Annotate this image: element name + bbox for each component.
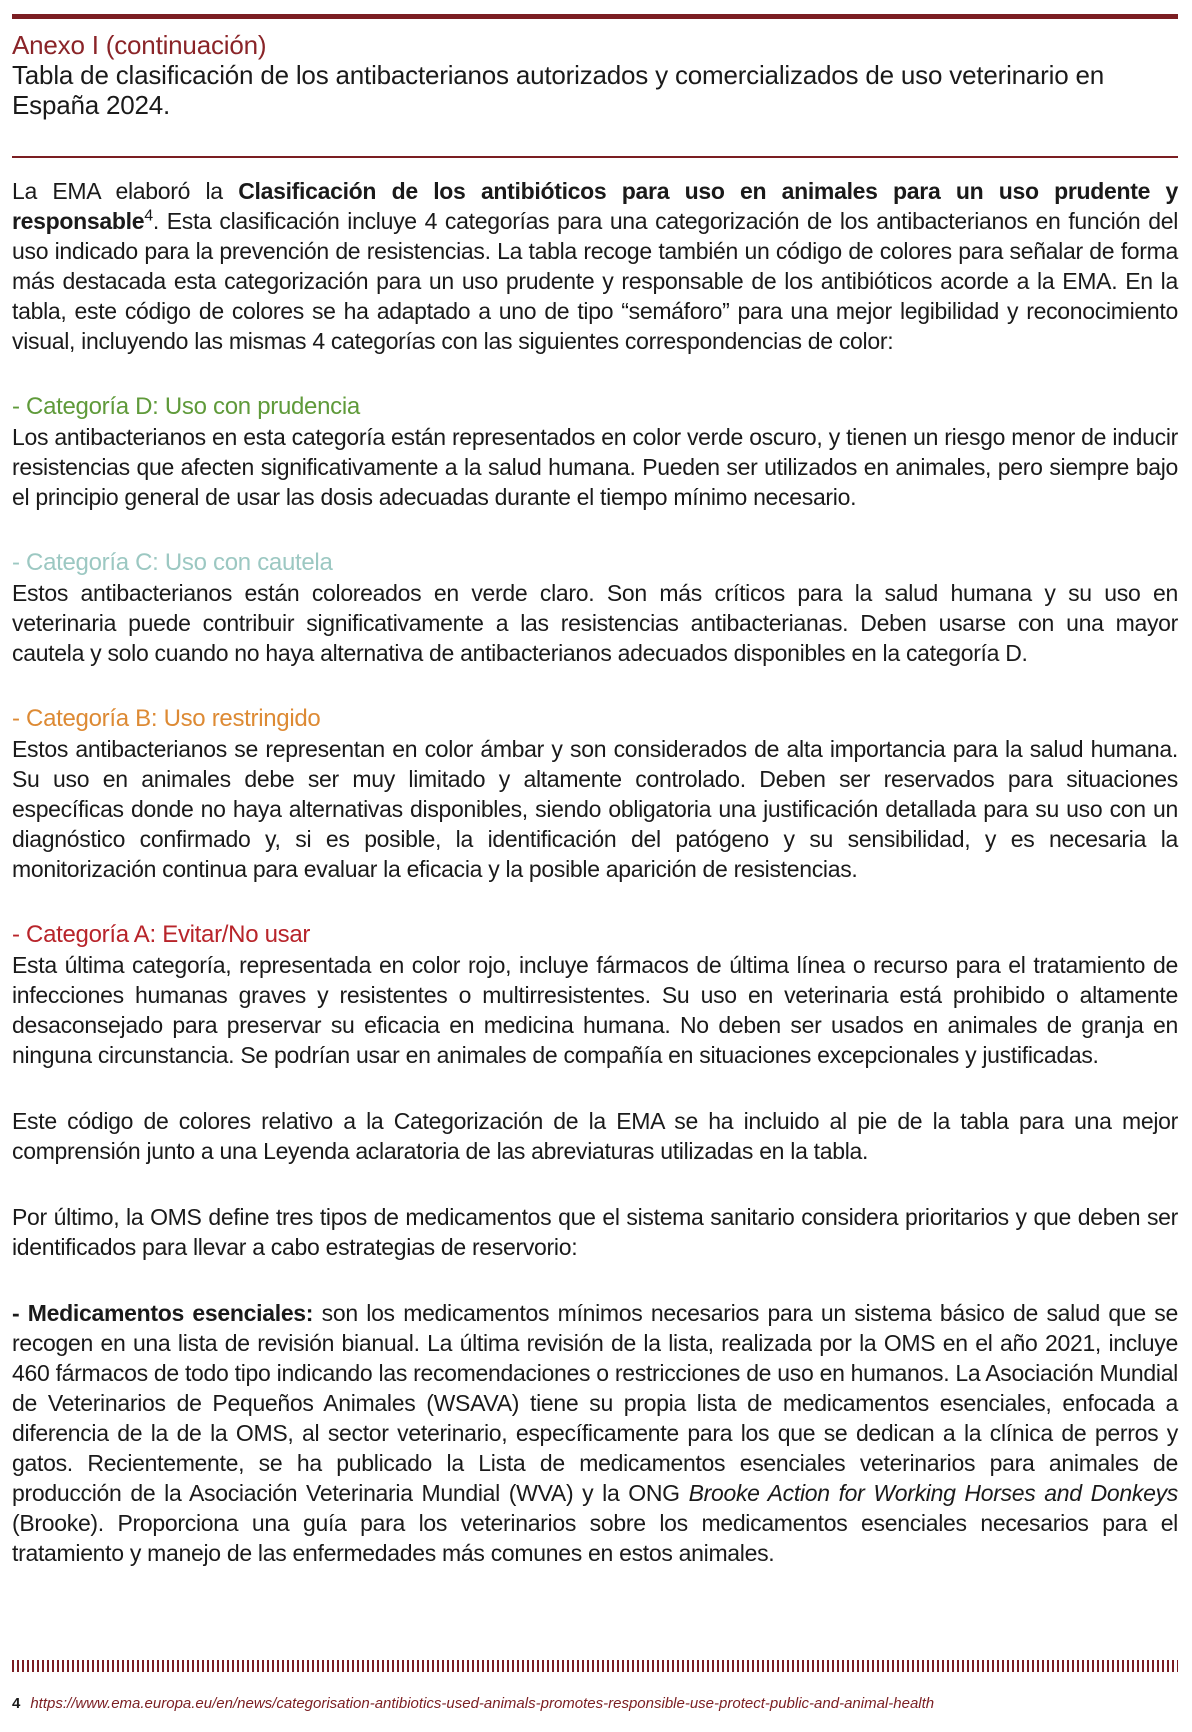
- intro-rest: . Esta clasificación incluye 4 categorías para una categorización de los antibacterianos en función del uso indicado para la prevención de resistencias. La tabla recoge también un código de colores para señalar de forma más destacada esta categorización para un uso prudente y responsable de los antibióticos acorde a la EMA. En la tabla, este código de colores se ha adaptado a uno de tipo “semáforo” para una mejor legibilidad y reconocimiento visual, incluyendo las mismas 4 categorías con las siguientes correspondencias de color:: [12, 208, 1178, 354]
- footnote-link[interactable]: https://www.ema.europa.eu/en/news/categorisation-antibiotics-used-animals-promotes-responsible-use-protect-public-and-animal-health: [30, 1695, 935, 1712]
- header-divider: [12, 156, 1178, 158]
- category-c-title: - Categoría C: Uso con cautela: [12, 549, 333, 576]
- category-d-text: Los antibacterianos en esta categoría están representados en color verde oscuro, y tienen un riesgo menor de inducir resistencias que afecten significativamente a la salud humana. Pueden ser utilizados en animales, pero siempre bajo el principio general de usar las dosis adecuadas durante el tiempo mínimo necesario.: [12, 424, 1178, 510]
- intro-bold-title: Clasificación de los antibióticos para uso en animales para un uso prudente y responsable: [12, 178, 1178, 234]
- footnote-number: 4: [12, 1695, 21, 1712]
- category-b-text: Estos antibacterianos se representan en color ámbar y son considerados de alta importancia para la salud humana. Su uso en animales debe ser muy limitado y altamente controlado. Deben ser reservados para situaciones específicas donde no haya alternativas disponibles, siendo obligatoria una justificación detallada para su uso con un diagnóstico confirmado y, si es posible, la identificación del patógeno y su sensibilidad, y es necesaria la monitorización continua para evaluar la eficacia y la posible aparición de resistencias.: [12, 736, 1178, 882]
- category-b-title: - Categoría B: Uso restringido: [12, 705, 321, 732]
- oms-note-paragraph: Por último, la OMS define tres tipos de medicamentos que el sistema sanitario considera prioritarios y que deben ser identificados para llevar a cabo estrategias de reservorio:: [12, 1204, 1178, 1260]
- legend-note-paragraph: Este código de colores relativo a la Categorización de la EMA se ha incluido al pie de la tabla para una mejor comprensión junto a una Leyenda aclaratoria de las abreviaturas utilizadas en la tabla.: [12, 1108, 1178, 1164]
- essential-medicines-paragraph: [12, 1298, 1178, 1568]
- annex-label: Anexo I (continuación): [12, 30, 267, 60]
- top-divider: [12, 14, 1178, 19]
- footnote-ref: 4: [144, 207, 153, 225]
- category-c-text: Estos antibacterianos están coloreados en verde claro. Son más críticos para la salud humana y su uso en veterinaria puede contribuir significativamente a las resistencias antibacterianas. Deben usarse con una mayor cautela y solo cuando no haya alternativa de antibacterianos adecuados disponibles en la categoría D.: [12, 580, 1178, 666]
- page-header: [12, 30, 1178, 120]
- category-a-title: - Categoría A: Evitar/No usar: [12, 921, 311, 948]
- footer-hatch-divider: [12, 1660, 1178, 1672]
- category-d-title: - Categoría D: Uso con prudencia: [12, 393, 360, 420]
- body-text: [12, 176, 1178, 1568]
- page-title: Tabla de clasificación de los antibacterianos autorizados y comercializados de uso veterinario en España 2024.: [12, 60, 1104, 120]
- category-a-text: Esta última categoría, representada en color rojo, incluye fármacos de última línea o recurso para el tratamiento de infecciones humanas graves y resistentes o multirresistentes. Su uso en veterinaria está prohibido o altamente desaconsejado para preservar su eficacia en medicina humana. No deben ser usados en animales de granja en ninguna circunstancia. Se podrían usar en animales de compañía en situaciones excepcionales y justificadas.: [12, 952, 1178, 1068]
- essential-text-1: son los medicamentos mínimos necesarios para un sistema básico de salud que se recogen en una lista de revisión bianual. La última revisión de la lista, realizada por la OMS en el año 2021, incluye 460 fármacos de todo tipo indicando las recomendaciones o restricciones de uso en humanos. La Asociación Mundial de Veterinarios de Pequeños Animales (WSAVA) tiene su propia lista de medicamentos esenciales, enfocada a diferencia de la de la OMS, al sector veterinario, específicamente para los que se dedican a la clínica de perros y gatos. Recientemente, se ha publicado la Lista de medicamentos esenciales veterinarios para animales de producción de la Asociación Veterinaria Mundial (WVA) y la ONG: [12, 1300, 1178, 1506]
- footnote: [12, 1694, 1178, 1714]
- essential-medicines-label: - Medicamentos esenciales:: [12, 1300, 314, 1326]
- brooke-name: Brooke Action for Working Horses and Donkeys: [688, 1480, 1178, 1506]
- intro-paragraph: [12, 176, 1178, 356]
- essential-text-2: (Brooke). Proporciona una guía para los veterinarios sobre los medicamentos esenciales necesarios para el tratamiento y manejo de las enfermedades más comunes en estos animales.: [12, 1510, 1178, 1566]
- intro-lead: La EMA elaboró la: [12, 178, 239, 204]
